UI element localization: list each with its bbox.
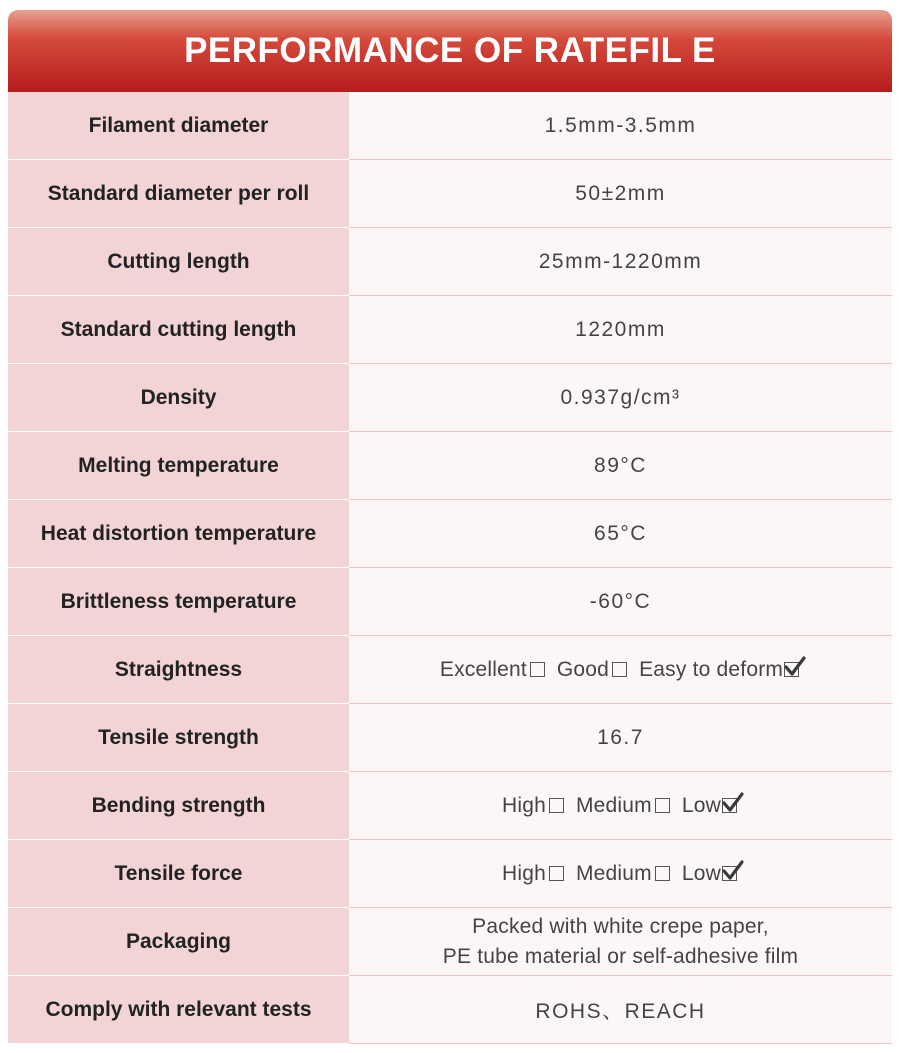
table-row bbox=[8, 908, 892, 976]
option-easy-to-deform bbox=[639, 658, 801, 682]
unchecked-box-icon bbox=[655, 866, 670, 881]
option-label: Medium bbox=[575, 793, 652, 817]
row-value: ROHS、REACH bbox=[349, 976, 892, 1043]
row-label: Bending strength bbox=[8, 772, 349, 840]
packaging-line-1: Packed with white crepe paper, bbox=[472, 914, 769, 938]
checked-box-icon bbox=[722, 865, 739, 882]
option-label: High bbox=[501, 861, 546, 885]
page-title: PERFORMANCE OF RATEFIL E bbox=[184, 31, 716, 70]
title-banner bbox=[8, 10, 892, 92]
table-row bbox=[8, 160, 892, 228]
option-low bbox=[682, 862, 739, 886]
option-label: Excellent bbox=[439, 657, 527, 681]
row-label: Straightness bbox=[8, 636, 349, 704]
option-high bbox=[502, 862, 564, 886]
row-value: 65°C bbox=[349, 500, 892, 567]
row-value-options bbox=[349, 772, 892, 839]
table-row bbox=[8, 568, 892, 636]
row-label: Tensile force bbox=[8, 840, 349, 908]
option-high bbox=[502, 794, 564, 818]
table-row bbox=[8, 296, 892, 364]
table-row bbox=[8, 364, 892, 432]
table-row bbox=[8, 976, 892, 1044]
row-value: 16.7 bbox=[349, 704, 892, 771]
option-good bbox=[557, 658, 627, 682]
option-label: Low bbox=[681, 793, 721, 817]
row-label: Standard diameter per roll bbox=[8, 160, 349, 228]
row-label: Cutting length bbox=[8, 228, 349, 296]
packaging-line-2: PE tube material or self-adhesive film bbox=[442, 944, 799, 968]
spec-table bbox=[8, 92, 892, 1044]
row-label: Packaging bbox=[8, 908, 349, 976]
unchecked-box-icon bbox=[549, 798, 564, 813]
row-label: Tensile strength bbox=[8, 704, 349, 772]
option-label: Easy to deform bbox=[639, 657, 784, 681]
option-label: Medium bbox=[575, 861, 652, 885]
unchecked-box-icon bbox=[530, 662, 545, 677]
row-value-multiline bbox=[349, 908, 892, 975]
unchecked-box-icon bbox=[612, 662, 627, 677]
table-row bbox=[8, 704, 892, 772]
row-value: 89°C bbox=[349, 432, 892, 499]
option-excellent bbox=[440, 658, 545, 682]
row-value-options bbox=[349, 636, 892, 703]
row-value: -60°C bbox=[349, 568, 892, 635]
row-value: 1220mm bbox=[349, 296, 892, 363]
row-value: 1.5mm-3.5mm bbox=[349, 92, 892, 159]
option-medium bbox=[576, 794, 670, 818]
row-label: Filament diameter bbox=[8, 92, 349, 160]
row-value: 0.937g/cm³ bbox=[349, 364, 892, 431]
performance-sheet bbox=[8, 10, 892, 1044]
option-low bbox=[682, 794, 739, 818]
table-row bbox=[8, 772, 892, 840]
row-label: Melting temperature bbox=[8, 432, 349, 500]
table-row bbox=[8, 432, 892, 500]
row-value-options bbox=[349, 840, 892, 907]
table-row bbox=[8, 500, 892, 568]
row-label: Comply with relevant tests bbox=[8, 976, 349, 1044]
table-row bbox=[8, 840, 892, 908]
table-row bbox=[8, 228, 892, 296]
option-label: Low bbox=[681, 861, 721, 885]
row-label: Standard cutting length bbox=[8, 296, 349, 364]
row-value: 25mm-1220mm bbox=[349, 228, 892, 295]
row-label: Heat distortion temperature bbox=[8, 500, 349, 568]
checked-box-icon bbox=[784, 661, 801, 678]
row-label: Brittleness temperature bbox=[8, 568, 349, 636]
unchecked-box-icon bbox=[655, 798, 670, 813]
row-label: Density bbox=[8, 364, 349, 432]
table-row bbox=[8, 636, 892, 704]
table-row bbox=[8, 92, 892, 160]
row-value: 50±2mm bbox=[349, 160, 892, 227]
checked-box-icon bbox=[722, 797, 739, 814]
option-medium bbox=[576, 862, 670, 886]
unchecked-box-icon bbox=[549, 866, 564, 881]
option-label: Good bbox=[556, 657, 610, 681]
option-label: High bbox=[501, 793, 546, 817]
